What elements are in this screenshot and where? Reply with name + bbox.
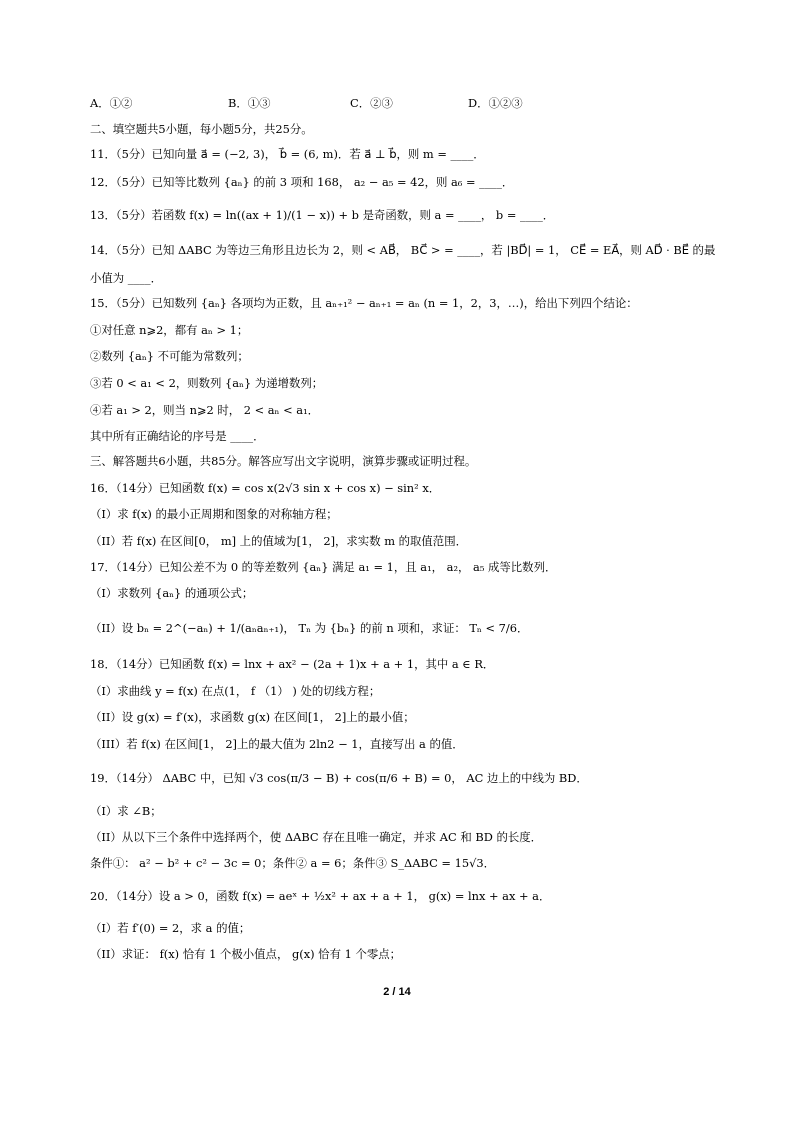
choice-b: B．①③ bbox=[228, 96, 271, 110]
question-17-part-2: （II）设 bₙ = 2^(−aₙ) + 1/(aₙaₙ₊₁)， Tₙ 为 {bₙ} 的前 n 项和，求证： Tₙ < 7/6． bbox=[90, 621, 529, 635]
question-15-statement-1: ①对任意 n⩾2，都有 aₙ > 1； bbox=[90, 323, 249, 337]
choice-c: C．②③ bbox=[350, 96, 393, 110]
question-15-statement-3: ③若 0 < a₁ < 2，则数列 {aₙ} 为递增数列； bbox=[90, 376, 324, 390]
question-18: 18．（14分）已知函数 f(x) = lnx + ax² − (2a + 1)x + a + 1，其中 a ∈ R． bbox=[90, 657, 495, 671]
page-number: 2 / 14 bbox=[383, 986, 411, 998]
question-19-part-1: （I）求 ∠B； bbox=[90, 804, 162, 818]
question-18-part-1: （I）求曲线 y = f(x) 在点(1， f （1） ) 处的切线方程； bbox=[90, 684, 381, 698]
question-12: 12．（5分）已知等比数列 {aₙ} 的前 3 项和 168， a₂ − a₅ = 42，则 a₆ = ____． bbox=[90, 175, 514, 189]
question-14-line-2: 小值为 ____． bbox=[90, 271, 162, 285]
question-16: 16．（14分）已知函数 f(x) = cos x(2√3 sin x + cos x) − sin² x． bbox=[90, 481, 441, 495]
question-15-answer: 其中所有正确结论的序号是 ____． bbox=[90, 429, 265, 443]
question-15-statement-4: ④若 a₁ > 2，则当 n⩾2 时， 2 < aₙ < a₁． bbox=[90, 403, 320, 417]
question-20-part-1: （I）若 f′(0) = 2，求 a 的值； bbox=[90, 921, 251, 935]
question-18-part-2: （II）设 g(x) = f′(x)，求函数 g(x) 在区间[1， 2]上的最小值； bbox=[90, 710, 415, 724]
question-16-part-1: （I）求 f(x) 的最小正周期和图象的对称轴方程； bbox=[90, 507, 338, 521]
question-19: 19．（14分） ΔABC 中，已知 √3 cos(π/3 − B) + cos(π/6 + B) = 0， AC 边上的中线为 BD． bbox=[90, 771, 588, 785]
question-17: 17．（14分）已知公差不为 0 的等差数列 {aₙ} 满足 a₁ = 1，且 a₁， a₂， a₅ 成等比数列． bbox=[90, 560, 557, 574]
choice-d: D．①②③ bbox=[468, 96, 523, 110]
question-14-line-1: 14．（5分）已知 ΔABC 为等边三角形且边长为 2，则 < AB⃗， BC⃗ > = ____，若 |BD⃗| = 1， CE⃗ = EA⃗，则 AD⃗ · BE⃗ 的最 bbox=[90, 243, 716, 257]
section-2-heading: 二、填空题共5小题，每小题5分，共25分。 bbox=[90, 122, 313, 136]
question-13: 13．（5分）若函数 f(x) = ln((ax + 1)/(1 − x)) + b 是奇函数，则 a = ____， b = ____． bbox=[90, 208, 555, 222]
question-20: 20．（14分）设 a > 0，函数 f(x) = aeˣ + ½x² + ax + a + 1， g(x) = lnx + ax + a． bbox=[90, 889, 551, 903]
choice-a: A．①② bbox=[90, 96, 133, 110]
question-15: 15．（5分）已知数列 {aₙ} 各项均为正数，且 aₙ₊₁² − aₙ₊₁ = aₙ (n = 1，2，3，…)，给出下列四个结论： bbox=[90, 296, 638, 310]
question-15-statement-2: ②数列 {aₙ} 不可能为常数列； bbox=[90, 349, 249, 363]
question-20-part-2: （II）求证： f(x) 恰有 1 个极小值点， g(x) 恰有 1 个零点； bbox=[90, 947, 402, 961]
section-3-heading: 三、解答题共6小题，共85分。解答应写出文字说明，演算步骤或证明过程。 bbox=[90, 454, 477, 468]
question-18-part-3: （III）若 f(x) 在区间[1， 2]上的最大值为 2ln2 − 1，直接写出 a 的值． bbox=[90, 737, 464, 751]
question-19-part-2: （II）从以下三个条件中选择两个，使 ΔABC 存在且唯一确定，并求 AC 和 BD 的长度． bbox=[90, 830, 543, 844]
question-17-part-1: （I）求数列 {aₙ} 的通项公式； bbox=[90, 586, 254, 600]
question-19-conditions: 条件①： a² − b² + c² − 3c = 0；条件② a = 6；条件③ S_ΔABC = 15√3． bbox=[90, 856, 495, 870]
question-16-part-2: （II）若 f(x) 在区间[0， m] 上的值域为[1， 2]，求实数 m 的取值范围． bbox=[90, 534, 467, 548]
question-11: 11．（5分）已知向量 a⃗ = (−2, 3)， b⃗ = (6, m)．若 a⃗ ⊥ b⃗，则 m = ____． bbox=[90, 147, 485, 161]
